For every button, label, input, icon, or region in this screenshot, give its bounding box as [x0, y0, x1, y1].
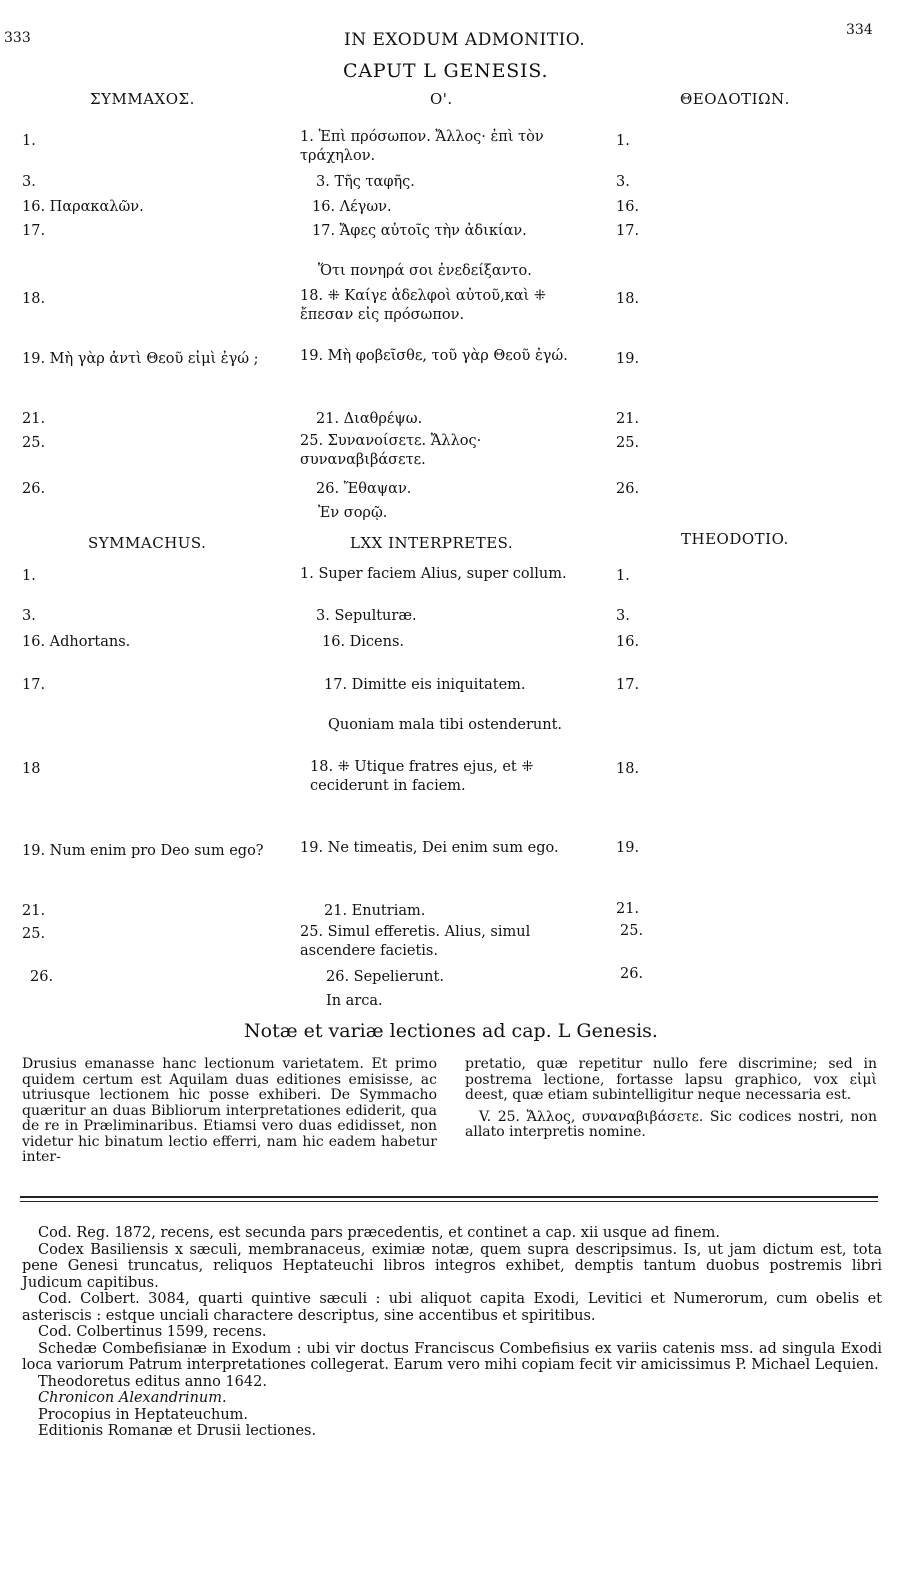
source-entry: Cod. Reg. 1872, recens, est secunda pars præcedentis, et continet a cap. xii usque ad finem.	[38, 1225, 720, 1241]
notes-left-column	[22, 1057, 437, 1166]
latin-row-right: 3.	[616, 608, 630, 624]
greek-row-left: 18.	[22, 291, 46, 307]
greek-row-mid: 21. Διαθρέψω.	[316, 411, 423, 427]
greek-row-mid: Ἐν σορῷ.	[318, 505, 388, 521]
latin-row-mid: 16. Dicens.	[322, 634, 405, 650]
separator-rule-bottom	[20, 1201, 878, 1202]
source-entry: Chronicon Alexandrinum.	[38, 1390, 227, 1406]
greek-row-right: 25.	[616, 435, 640, 451]
latin-col-head-theodotion: THEODOTIO.	[681, 530, 789, 548]
greek-row-left: 3.	[22, 174, 36, 190]
greek-row-left: 19. Μὴ γὰρ ἀντὶ Θεοῦ εἰμὶ ἐγώ ;	[22, 351, 259, 367]
latin-row-right: 16.	[616, 634, 640, 650]
latin-row-mid: 25. Simul efferetis. Alius, simul ascendere facietis.	[300, 924, 531, 959]
separator-rule-top	[20, 1196, 878, 1198]
notes-title: Notæ et variæ lectiones ad cap. L Genesis.	[244, 1020, 658, 1042]
notes-right-paragraph-2: V. 25. Ἄλλος, συναναβιβάσετε. Sic codices nostri, non allato interpretis nomine.	[465, 1108, 877, 1140]
greek-row-left: 17.	[22, 223, 46, 239]
source-entry: Editionis Romanæ et Drusii lectiones.	[38, 1423, 317, 1439]
latin-row-left: 17.	[22, 677, 46, 693]
greek-row-mid: 18. ⁜ Καίγε ἀδελφοὶ αὐτοῦ,καὶ ⁜ ἔπεσαν εἰς πρόσωπον.	[300, 288, 547, 323]
sources-list	[22, 1225, 882, 1440]
latin-row-right: 19.	[616, 840, 640, 856]
greek-col-head-septuagint: Ο'.	[430, 90, 453, 108]
latin-row-mid: 26. Sepelierunt.	[326, 969, 444, 985]
latin-row-mid: 3. Sepulturæ.	[316, 608, 417, 624]
source-entry: Codex Basiliensis x sæculi, membranaceus, eximiæ notæ, quem supra descripsimus. Is, ut jam dictum est, tota pene Genesi truncatus, reliquos Heptateuchi libros integros exhibet, demptis tantum duobus postremis libri Judicum capitibus.	[22, 1241, 882, 1291]
greek-row-left: 21.	[22, 411, 46, 427]
caput-title: CAPUT L GENESIS.	[343, 60, 549, 82]
greek-row-right: 18.	[616, 291, 640, 307]
greek-row-right: 16.	[616, 199, 640, 215]
page-number-right: 334	[846, 22, 873, 38]
greek-row-right: 17.	[616, 223, 640, 239]
source-entry: Cod. Colbert. 3084, quarti quintive sæculi : ubi aliquot capita Exodi, Levitici et Numerorum, cum obelis et asteriscis : estque unciali charactere descriptus, sine accentibus et spiritibus.	[22, 1291, 882, 1324]
greek-row-mid: 1. Ἐπὶ πρόσωπον. Ἄλλος· ἐπὶ τὸν τράχηλον.	[300, 129, 544, 164]
latin-row-left: 19. Num enim pro Deo sum ego?	[22, 843, 264, 859]
greek-row-right: 1.	[616, 133, 630, 149]
latin-row-mid: In arca.	[326, 993, 383, 1009]
greek-row-mid: 25. Συνανοίσετε. Ἄλλος· συναναβιβάσετε.	[300, 433, 482, 468]
latin-col-head-septuagint: LXX INTERPRETES.	[350, 534, 514, 552]
latin-col-head-symmachus: SYMMACHUS.	[88, 534, 207, 552]
greek-row-right: 26.	[616, 481, 640, 497]
latin-row-left: 16. Adhortans.	[22, 634, 131, 650]
greek-row-left: 1.	[22, 133, 36, 149]
latin-row-mid: 17. Dimitte eis iniquitatem.	[324, 677, 526, 693]
latin-row-mid: 1. Super faciem Alius, super collum.	[300, 566, 567, 582]
latin-row-left: 1.	[22, 568, 36, 584]
greek-row-mid: 17. Ἄφες αὐτοῖς τὴν ἀδικίαν.	[312, 223, 527, 239]
greek-row-mid: 16. Λέγων.	[312, 199, 392, 215]
greek-col-head-theodotion: ΘΕΟΔΟΤΙΩΝ.	[680, 90, 790, 108]
source-entry: Cod. Colbertinus 1599, recens.	[38, 1324, 267, 1340]
latin-row-right: 18.	[616, 761, 640, 777]
running-title: IN EXODUM ADMONITIO.	[344, 30, 586, 50]
greek-row-mid: Ὅτι πονηρά σοι ἐνεδείξαντο.	[318, 263, 532, 279]
greek-row-right: 21.	[616, 411, 640, 427]
latin-row-right: 21.	[616, 901, 640, 917]
latin-row-left: 21.	[22, 903, 46, 919]
notes-right-column	[465, 1057, 877, 1141]
greek-row-mid: 19. Μὴ φοβεῖσθε, τοῦ γὰρ Θεοῦ ἐγώ.	[300, 348, 568, 364]
greek-row-left: 26.	[22, 481, 46, 497]
latin-row-left: 3.	[22, 608, 36, 624]
latin-row-left: 26.	[30, 969, 54, 985]
notes-right-paragraph-1: pretatio, quæ repetitur nullo fere discrimine; sed in postrema lectione, fortasse lapsu graphico, vox εἰμὶ deest, quæ etiam subintelligitur neque necessaria est.	[465, 1056, 877, 1103]
source-entry: Schedæ Combefisianæ in Exodum : ubi vir doctus Franciscus Combefisius ex variis catenis mss. ad singula Exodi loca variorum Patrum interpretationes collegerat. Earum vero mihi copiam fecit vir amicissimus P. Michael Lequien.	[22, 1340, 882, 1373]
greek-row-mid: 26. Ἔθαψαν.	[316, 481, 412, 497]
latin-row-left: 25.	[22, 926, 46, 942]
greek-col-head-symmachus: ΣΥΜΜΑΧΟΣ.	[90, 90, 195, 108]
greek-row-left: 25.	[22, 435, 46, 451]
greek-row-right: 3.	[616, 174, 630, 190]
source-entry: Theodoretus editus anno 1642.	[38, 1373, 267, 1390]
latin-row-left: 18	[22, 761, 41, 777]
greek-row-mid: 3. Τῆς ταφῆς.	[316, 174, 415, 190]
greek-row-right: 19.	[616, 351, 640, 367]
greek-row-left: 16. Παρακαλῶν.	[22, 199, 144, 215]
latin-row-right: 26.	[620, 966, 644, 982]
latin-row-right: 17.	[616, 677, 640, 693]
notes-left-paragraph: Drusius emanasse hanc lectionum varietatem. Et primo quidem certum est Aquilam duas editiones emisisse, ac utriusque lectionem hic posse exhiberi. De Symmacho quæritur an duas Bibliorum interpretationes ediderit, qua de re in Præliminaribus. Etiamsi vero duas edidisset, non videtur hic binatum lectio efferri, nam hic eadem habetur inter-	[22, 1056, 437, 1165]
latin-row-mid: Quoniam mala tibi ostenderunt.	[328, 717, 563, 733]
latin-row-right: 1.	[616, 568, 630, 584]
latin-row-mid: 21. Enutriam.	[324, 903, 426, 919]
latin-row-mid: 18. ⁜ Utique fratres ejus, et ⁜ ceciderunt in faciem.	[310, 759, 534, 794]
page-number-left: 333	[4, 30, 31, 46]
latin-row-right: 25.	[620, 923, 644, 939]
latin-row-mid: 19. Ne timeatis, Dei enim sum ego.	[300, 840, 559, 856]
source-entry: Procopius in Heptateuchum.	[38, 1406, 249, 1423]
